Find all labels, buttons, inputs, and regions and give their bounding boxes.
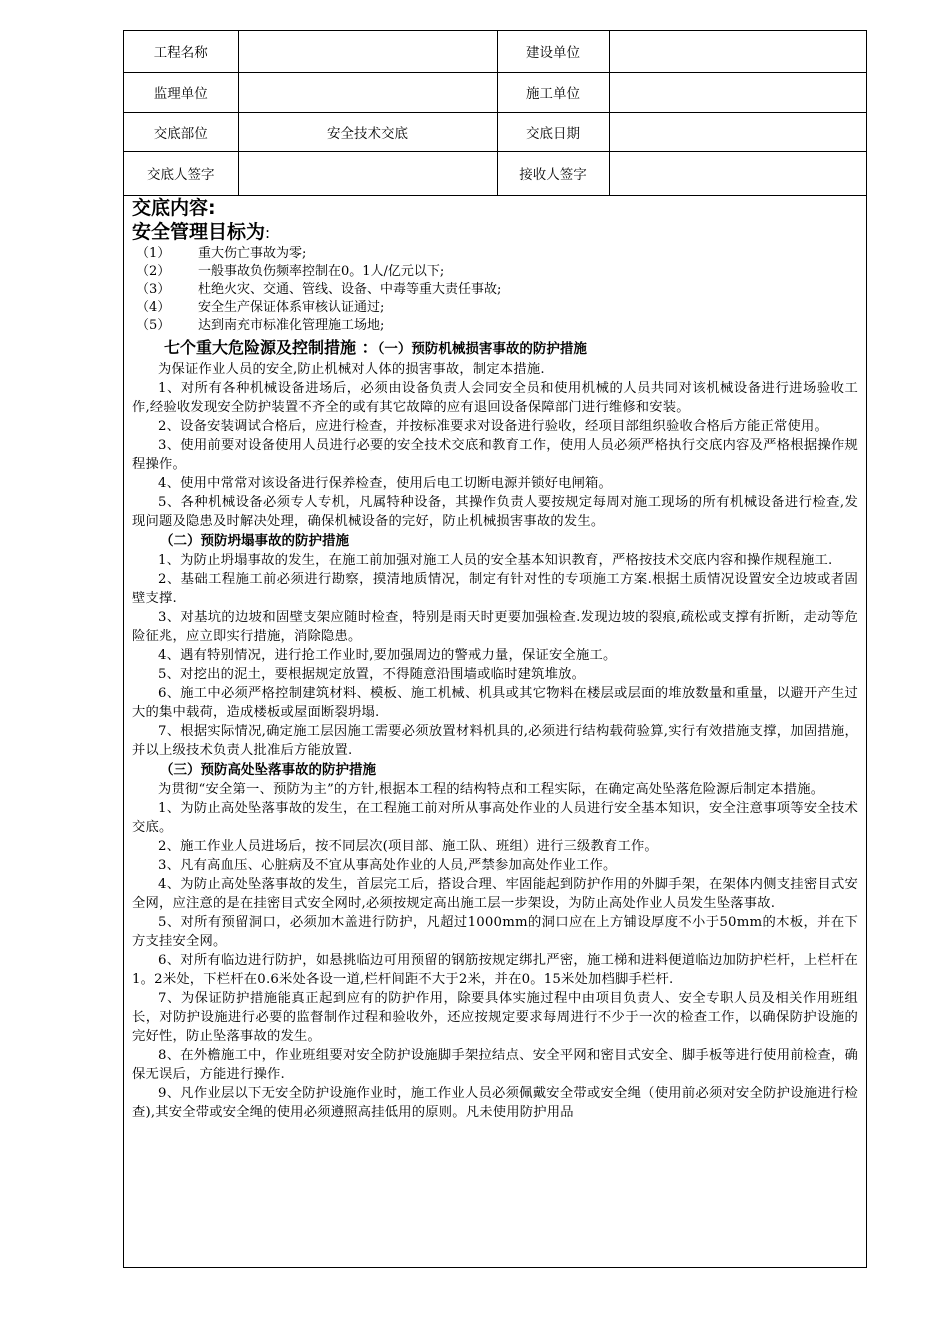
goal-item bbox=[132, 263, 858, 281]
contractor-field[interactable] bbox=[609, 72, 866, 112]
paragraph: 9、凡作业层以下无安全防护设施作业时，施工作业人员必须佩戴安全带或安全绳（使用前必须对安全防护设施进行检查),其安全带或安全绳的使用必须遵照高挂低用的原则。凡未使用防护用品 bbox=[132, 1086, 858, 1120]
paragraph: 6、施工中必须严格控制建筑材料、模板、施工机械、机具或其它物料在楼层或层面的堆放数量和重量，以避开产生过大的集中载荷，造成楼板或屋面断裂坍塌. bbox=[132, 686, 858, 720]
paragraph: 1、为防止坍塌事故的发生，在施工前加强对施工人员的安全基本知识教育，严格按技术交底内容和操作规程施工. bbox=[158, 553, 833, 568]
paragraph: 4、使用中常常对该设备进行保养检查，使用后电工切断电源并锁好电闸箱。 bbox=[158, 476, 613, 491]
date-label: 交底日期 bbox=[497, 112, 609, 151]
goal-number: （5） bbox=[136, 318, 171, 333]
client-field[interactable] bbox=[609, 31, 866, 72]
goal-text: 杜绝火灾、交通、管线、设备、中毒等重大责任事故; bbox=[198, 282, 502, 297]
date-field[interactable] bbox=[609, 112, 866, 151]
part-field[interactable]: 安全技术交底 bbox=[238, 112, 497, 151]
goals-title bbox=[132, 220, 858, 245]
receiver-signature-field[interactable] bbox=[609, 151, 866, 195]
goal-text: 达到南充市标准化管理施工场地; bbox=[198, 318, 385, 333]
paragraph: 3、凡有高血压、心脏病及不宜从事高处作业的人员,严禁参加高处作业工作。 bbox=[158, 858, 617, 873]
disclosure-form bbox=[123, 30, 867, 1268]
paragraph: 5、对挖出的泥土，要根据规定放置，不得随意沿围墙或临时建筑堆放。 bbox=[158, 667, 586, 682]
paragraph: 为贯彻“安全第一、预防为主”的方针,根据本工程的结构特点和工程实际，在确定高处坠落危险源后制定本措施。 bbox=[158, 782, 825, 797]
goal-text: 一般事故负伤频率控制在0。1人/亿元以下; bbox=[198, 264, 445, 279]
goal-text: 重大伤亡事故为零; bbox=[198, 246, 307, 261]
contractor-label: 施工单位 bbox=[497, 72, 609, 112]
goal-number: （1） bbox=[136, 246, 171, 261]
giver-signature-field[interactable] bbox=[238, 151, 497, 195]
paragraph: 3、对基坑的边坡和固壁支架应随时检查，特别是雨天时更要加强检查.发现边坡的裂痕,疏松或支撑有折断，走动等危险征兆，应立即实行措施，消除隐患。 bbox=[132, 610, 858, 644]
paragraph: 1、对所有各种机械设备进场后，必须由设备负责人会同安全员和使用机械的人员共同对该机械设备进行进场验收工作,经验收发现安全防护装置不齐全的或有其它故障的应有退回设备保障部门进行维修和安装。 bbox=[132, 381, 858, 415]
section-2-body bbox=[132, 551, 858, 760]
paragraph: 5、对所有预留洞口，必须加木盖进行防护，凡超过1000mm的洞口应在上方铺设厚度不小于50mm的木板，并在下方支挂安全网。 bbox=[132, 915, 858, 949]
section-3-title: （三）预防高处坠落事故的防护措施 bbox=[160, 762, 376, 778]
paragraph: 8、在外檐施工中，作业班组要对安全防护设施脚手架拉结点、安全平网和密目式安全、脚手板等进行使用前检查，确保无误后，方能进行操作. bbox=[132, 1048, 858, 1082]
content-title: 交底内容: bbox=[132, 197, 216, 219]
goal-text: 安全生产保证体系审核认证通过; bbox=[198, 300, 385, 315]
supervisor-label: 监理单位 bbox=[124, 72, 238, 112]
project-name-field[interactable] bbox=[238, 31, 497, 72]
goal-item bbox=[132, 281, 858, 299]
paragraph: 7、根据实际情况,确定施工层因施工需要必须放置材料机具的,必须进行结构载荷验算,实行有效措施支撑，加固措施，并以上级技术负责人批准后方能放置. bbox=[132, 724, 858, 758]
client-label: 建设单位 bbox=[497, 31, 609, 72]
goals-list bbox=[132, 245, 858, 335]
disclosure-content bbox=[124, 196, 866, 1266]
goals-title-text: 安全管理目标为 bbox=[132, 221, 266, 243]
receiver-signature-label: 接收人签字 bbox=[497, 151, 609, 195]
paragraph: 6、对所有临边进行防护，如悬挑临边可用预留的钢筋按规定绑扎严密，施工梯和进料便道临边加防护栏杆，上栏杆在1。2米处，下栏杆在0.6米处各设一道,栏杆间距不大于2米，并在0。15米处加档脚手栏杆. bbox=[132, 953, 858, 987]
supervisor-field[interactable] bbox=[238, 72, 497, 112]
section-3-body bbox=[132, 780, 858, 1122]
goal-number: （4） bbox=[136, 300, 171, 315]
part-label: 交底部位 bbox=[124, 112, 238, 151]
section-1-body bbox=[132, 360, 858, 531]
seven-hazards-title: 七个重大危险源及控制措施 ： bbox=[164, 338, 378, 357]
giver-signature-label: 交底人签字 bbox=[124, 151, 238, 195]
hazards-heading bbox=[132, 337, 858, 360]
paragraph: 2、设备安装调试合格后，应进行检查，并按标准要求对设备进行验收，经项目部组织验收合格后方能正常使用。 bbox=[158, 419, 829, 434]
paragraph: 4、为防止高处坠落事故的发生，首层完工后，搭设合理、牢固能起到防护作用的外脚手架，在架体内侧支挂密目式安全网，应注意的是在挂密目式安全网时,必须按规定高出施工层一步架设，为防止高处作业人员发生坠落事故. bbox=[132, 877, 858, 911]
project-name-label: 工程名称 bbox=[124, 31, 238, 72]
section-1-title: （一）预防机械损害事故的防护措施 bbox=[377, 341, 587, 357]
goal-number: （2） bbox=[136, 264, 171, 279]
paragraph: 4、遇有特别情况，进行抢工作业时,要加强周边的警戒力量，保证安全施工。 bbox=[158, 648, 617, 663]
header-table bbox=[124, 31, 866, 196]
paragraph: 2、施工作业人员进场后，按不同层次(项目部、施工队、班组）进行三级教育工作。 bbox=[158, 839, 658, 854]
paragraph: 5、各种机械设备必须专人专机，凡属特种设备，其操作负责人要按规定每周对施工现场的所有机械设备进行检查,发现问题及隐患及时解决处理，确保机械设备的完好，防止机械损害事故的发生。 bbox=[132, 495, 858, 529]
goals-title-colon: : bbox=[265, 224, 271, 242]
paragraph: 为保证作业人员的安全,防止机械对人体的损害事故，制定本措施. bbox=[158, 362, 545, 377]
paragraph: 7、为保证防护措施能真正起到应有的防护作用，除要具体实施过程中由项目负责人、安全专职人员及相关作用班组长，对防护设施进行必要的监督制作过程和验收外，还应按规定要求每周进行不少于一次的检查工作，以确保防护设施的完好性，防止坠落事故的发生。 bbox=[132, 991, 858, 1044]
goal-item bbox=[132, 299, 858, 317]
paragraph: 1、为防止高处坠落事故的发生，在工程施工前对所从事高处作业的人员进行安全基本知识，安全注意事项等安全技术交底。 bbox=[132, 801, 858, 835]
paragraph: 2、基础工程施工前必须进行勘察，摸清地质情况，制定有针对性的专项施工方案.根据土质情况设置安全边坡或者固壁支撑. bbox=[132, 572, 858, 606]
goal-item bbox=[132, 245, 858, 263]
paragraph: 3、使用前要对设备使用人员进行必要的安全技术交底和教育工作，使用人员必须严格执行交底内容及严格根据操作规程操作。 bbox=[132, 438, 858, 472]
section-2-title: （二）预防坍塌事故的防护措施 bbox=[160, 533, 349, 549]
goal-item bbox=[132, 317, 858, 335]
goal-number: （3） bbox=[136, 282, 171, 297]
